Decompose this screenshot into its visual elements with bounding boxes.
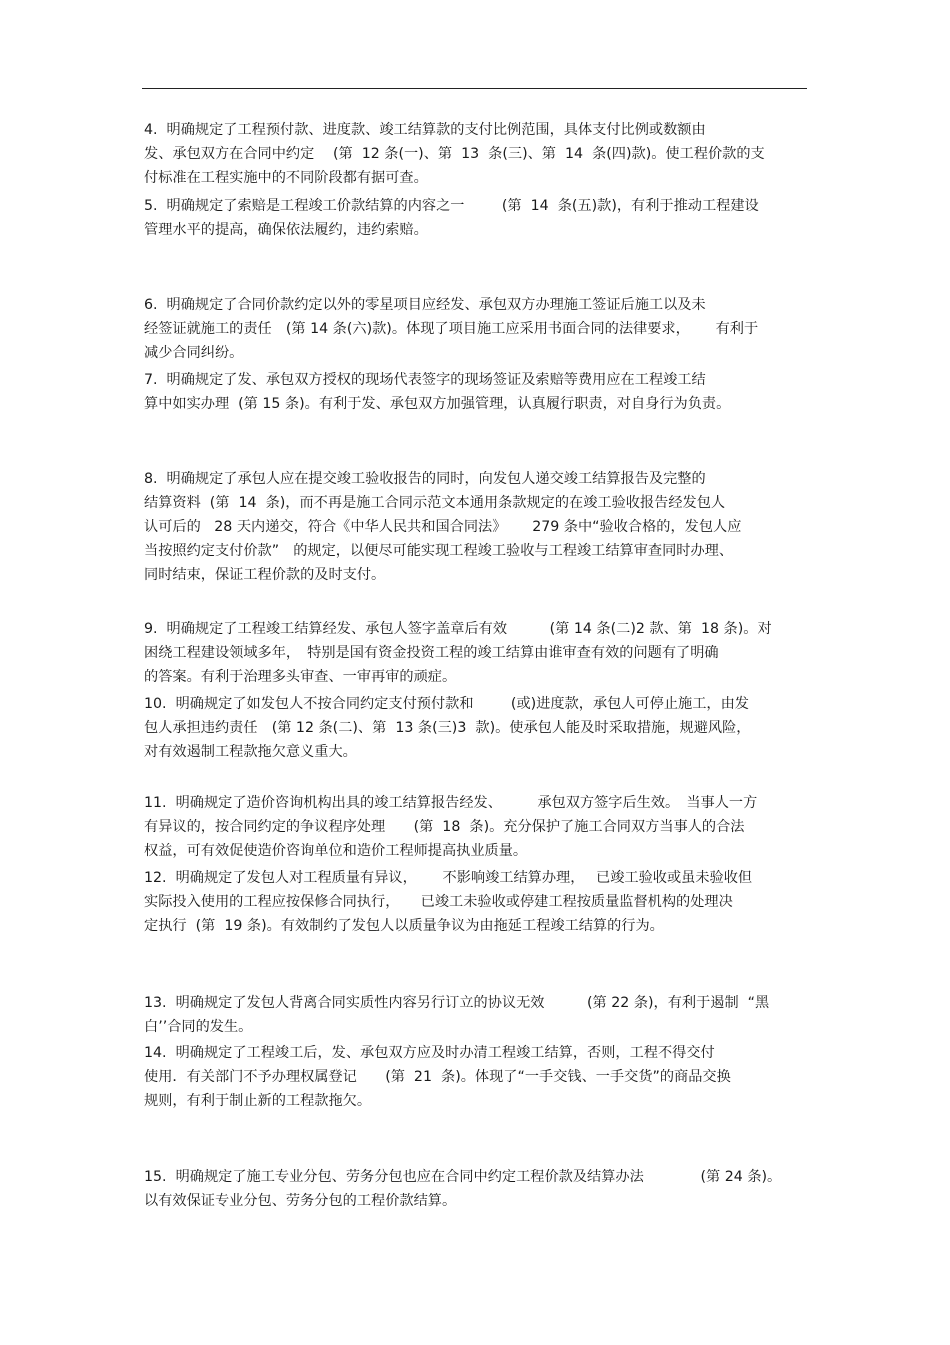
clause-line: 11. 明确规定了造价咨询机构出具的竣工结算报告经发、 承包双方签字后生效。 当事人一方 xyxy=(144,795,758,811)
clause-line: 15. 明确规定了施工专业分包、劳务分包也应在合同中约定工程价款及结算办法 (第 24 条)。 xyxy=(144,1169,782,1185)
clause-line: 6. 明确规定了合同价款约定以外的零星项目应经发、承包双方办理施工签证后施工以及未 xyxy=(144,297,706,313)
clause-line: 同时结束，保证工程价款的及时支付。 xyxy=(144,567,386,583)
clause-6 xyxy=(144,293,809,365)
clause-line: 发、承包双方在合同中约定 (第 12 条(一)、第 13 条(三)、第 14 条(四)款)。使工程价款的支 xyxy=(144,146,765,162)
clause-line: 对有效遏制工程款拖欠意义重大。 xyxy=(144,744,357,760)
clause-line: 减少合同纠纷。 xyxy=(144,345,244,361)
clause-line: 认可后的 28 天内递交，符合《中华人民共和国合同法》 279 条中“验收合格的，发包人应 xyxy=(144,519,742,535)
clause-line: 8. 明确规定了承包人应在提交竣工验收报告的同时，向发包人递交竣工结算报告及完整的 xyxy=(144,471,706,487)
clause-12 xyxy=(144,866,809,938)
clause-9 xyxy=(144,617,809,689)
clause-line: 定执行 (第 19 条)。有效制约了发包人以质量争议为由拖延工程竣工结算的行为。 xyxy=(144,918,664,934)
clause-line: 实际投入使用的工程应按保修合同执行， 已竣工未验收或停建工程按质量监督机构的处理决 xyxy=(144,894,733,910)
clause-5 xyxy=(144,194,809,242)
clause-line: 12. 明确规定了发包人对工程质量有异议， 不影响竣工结算办理， 已竣工验收或虽未验收但 xyxy=(144,870,753,886)
clause-line: 包人承担违约责任 (第 12 条(二)、第 13 条(三)3 款)。使承包人能及时采取措施，规避风险， xyxy=(144,720,751,736)
clause-line: 有异议的，按合同约定的争议程序处理 (第 18 条)。充分保护了施工合同双方当事人的合法 xyxy=(144,819,745,835)
clause-15 xyxy=(144,1165,809,1213)
clause-line: 10. 明确规定了如发包人不按合同约定支付预付款和 (或)进度款，承包人可停止施工，由发 xyxy=(144,696,749,712)
clause-line: 规则，有利于制止新的工程款拖欠。 xyxy=(144,1093,372,1109)
clause-4 xyxy=(144,118,809,190)
clause-line: 14. 明确规定了工程竣工后，发、承包双方应及时办清工程竣工结算，否则，工程不得交付 xyxy=(144,1045,715,1061)
clause-line: 白’’合同的发生。 xyxy=(144,1019,253,1035)
clause-13 xyxy=(144,991,809,1039)
clause-line: 当按照约定支付价款” 的规定，以便尽可能实现工程竣工验收与工程竣工结算审查同时办理、 xyxy=(144,543,734,559)
clause-line: 经签证就施工的责任 (第 14 条(六)款)。体现了项目施工应采用书面合同的法律要求， 有利于 xyxy=(144,321,759,337)
clause-line: 使用．有关部门不予办理权属登记 (第 21 条)。体现了“一手交钱、一手交货”的商品交换 xyxy=(144,1069,731,1085)
clause-7 xyxy=(144,368,809,416)
clause-line: 的答案。有利于治理多头审查、一审再审的顽症。 xyxy=(144,669,457,685)
clause-line: 困绕工程建设领域多年， 特别是国有资金投资工程的竣工结算由谁审查有效的问题有了明确 xyxy=(144,645,719,661)
clause-line: 权益，可有效促使造价咨询单位和造价工程师提高执业质量。 xyxy=(144,843,528,859)
clause-10 xyxy=(144,692,809,764)
clause-line: 13. 明确规定了发包人背离合同实质性内容另行订立的协议无效 (第 22 条)，有利于遏制 “黑 xyxy=(144,995,770,1011)
clause-line: 4. 明确规定了工程预付款、进度款、竣工结算款的支付比例范围，具体支付比例或数额由 xyxy=(144,122,706,138)
clause-11 xyxy=(144,791,809,863)
clause-line: 管理水平的提高，确保依法履约，违约索赔。 xyxy=(144,222,428,238)
clause-line: 算中如实办理 (第 15 条)。有利于发、承包双方加强管理，认真履行职责，对自身行为负责。 xyxy=(144,396,731,412)
clause-8 xyxy=(144,467,809,587)
clause-14 xyxy=(144,1041,809,1113)
clause-line: 5. 明确规定了索赔是工程竣工价款结算的内容之一 (第 14 条(五)款)，有利于推动工程建设 xyxy=(144,198,759,214)
clause-line: 付标准在工程实施中的不同阶段都有据可查。 xyxy=(144,170,428,186)
clause-line: 以有效保证专业分包、劳务分包的工程价款结算。 xyxy=(144,1193,457,1209)
clause-line: 9. 明确规定了工程竣工结算经发、承包人签字盖章后有效 (第 14 条(二)2 款、第 18 条)。对 xyxy=(144,621,772,637)
header-rule xyxy=(142,88,807,89)
clause-line: 7. 明确规定了发、承包双方授权的现场代表签字的现场签证及索赔等费用应在工程竣工结 xyxy=(144,372,706,388)
clause-line: 结算资料 (第 14 条)，而不再是施工合同示范文本通用条款规定的在竣工验收报告经发包人 xyxy=(144,495,726,511)
